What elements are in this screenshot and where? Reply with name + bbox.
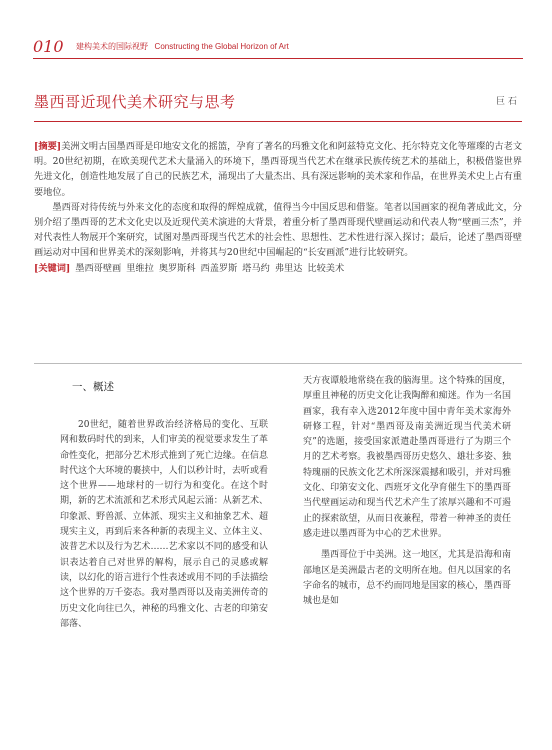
body-paragraph: 墨西哥位于中美洲。这一地区，尤其是沿海和南部地区是美洲最古老的文明所在地。但凡以国家的名字命名的城市，总不约而同地是国家的核心，墨西哥城也是如 [303, 550, 511, 607]
abstract-divider [34, 363, 522, 364]
article-author: 巨 石 [496, 97, 517, 107]
body-column-left [60, 380, 268, 632]
section-title-en: Constructing the Global Horizon of Art [154, 42, 289, 51]
article-title: 墨西哥近现代美术研究与思考 [34, 93, 236, 111]
section-title-cn: 建构美术的国际视野 [76, 42, 148, 51]
keyword: 比较美术 [307, 262, 345, 274]
journal-section [76, 42, 289, 52]
abstract-paragraph-2: 墨西哥对待传统与外来文化的态度和取得的辉煌成就，值得当今中国反思和借鉴。笔者以国画家的视角著成此文，分别介绍了墨西哥的艺术文化史以及近现代美术演进的大背景，着重分析了墨西哥现代壁画运动和代表人物“壁画三杰”，并对代表性人物展开个案研究，试图对墨西哥现当代艺术的社会性、思想性、艺术性进行深入探讨；最后，论述了墨西哥壁画运动对中国和世界美术的深刻影响，并将其与20世纪中国崛起的“长安画派”进行比较研究。 [34, 201, 522, 259]
keyword: 奥罗斯科 [158, 262, 196, 274]
keyword: 塔马约 [242, 262, 270, 274]
abstract [34, 139, 522, 276]
page-number: 010 [33, 37, 64, 56]
body-paragraph: 20世纪，随着世界政治经济格局的变化、互联网和数码时代的到来，人们审美的视觉要求发生了革命性变化，把部分艺术形式推到了死亡边缘。在信息时代这个大环境的裹挟中，人们以秒计时，去听或看这个世界——地球村的一切行为和变化。在这个时期，新的艺术流派和艺术形式风起云涌：从新艺术、印象派、野兽派、立体派、现实主义和抽象艺术、超现实主义，再到后来各种新的表现主义、立体主义、波普艺术以及行为艺术……艺术家以不同的感受和认识表达着自己对世界的解构，展示自己的灵感或解读，以幻化的语言进行个性表述或用不同的手法描绘这个世界的万千姿态。我对墨西哥以及南美洲传奇的历史文化向往已久，神秘的玛雅文化、古老的印第安部落、 [60, 420, 268, 629]
running-header [33, 38, 523, 60]
abstract-tag: [摘要] [34, 141, 62, 152]
body-paragraph: 天方夜谭般地常绕在我的脑海里。这个特殊的国度，厚重且神秘的历史文化让我陶醉和痴迷。作为一名国画家，我有幸入选2012年度中国中青年美术家海外研修工程，针对“墨西哥及南美洲近现当代美术研究”的选题，接受国家派遣赴墨西哥进行了为期三个月的艺术考察。我被墨西哥历史悠久、雄壮多姿、独特瑰丽的民族文化艺术所深深震撼和吸引，并对玛雅文化、印第安文化、西班牙文化孕育催生下的墨西哥当代壁画运动和现当代艺术产生了浓厚兴趣和不可遏止的探索欲望，从而日夜兼程，带着一种神圣的责任感走进以墨西哥为中心的艺术世界。 [303, 376, 511, 539]
title-divider [34, 121, 522, 122]
keyword: 里维拉 [126, 262, 154, 274]
header-divider [33, 58, 523, 59]
section-heading: 一、概述 [72, 381, 114, 393]
body-column-right [303, 374, 511, 609]
abstract-paragraph-1 [34, 139, 522, 200]
keyword: 弗里达 [274, 262, 303, 274]
keyword: 西盖罗斯 [200, 262, 238, 274]
keywords-tag: [关键词] [34, 262, 71, 274]
keywords [34, 261, 522, 276]
abstract-text-1: 美洲文明古国墨西哥是印地安文化的摇篮，孕育了著名的玛雅文化和阿兹特克文化、托尔特克文化等璀璨的古老文明。20世纪初期，在欧美现代艺术大量涌入的环境下，墨西哥现当代艺术在继承民族传统艺术的基础上，积极借鉴世界先进文化，创造性地发展了自己的民族艺术，涌现出了大量杰出、具有深远影响的美术家和作品，在世界美术史上占有重要地位。 [34, 141, 523, 198]
keyword: 墨西哥壁画 [75, 262, 122, 274]
